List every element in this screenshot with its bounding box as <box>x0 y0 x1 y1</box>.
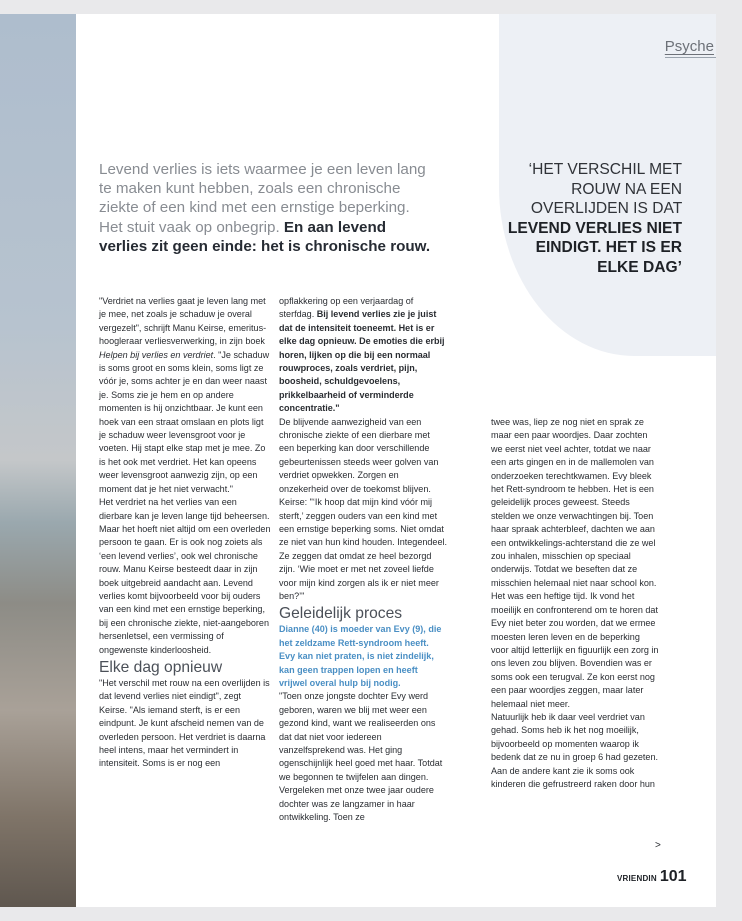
magazine-page <box>76 14 716 907</box>
intro-paragraph <box>99 160 437 256</box>
article-column-1 <box>99 295 271 771</box>
lead-paragraph: Dianne (40) is moeder van Evy (9), die het zeldzame Rett-syndroom heeft. Evy kan niet praten, is niet zindelijk, kan geen trappen lopen en heeft vrijwel overal hulp bij nodig. <box>279 624 442 688</box>
pull-quote-bold: LEVEND VERLIES NIET EINDIGT. HET IS ER ELKE DAG’ <box>507 219 682 276</box>
article-column-2 <box>279 295 447 824</box>
paragraph: De blijvende aanwezigheid van een chronische ziekte of een dierbare met een beperking kan door verschillende gebeurtenissen steeds weer golven van verdriet opwekken. Zorgen en onzekerheid over de toekomst blijven. Keirse: "‘Ik hoop dat mijn kind vóór mij sterft,’ zeggen ouders van een kind met een ernstige beperking soms. Niet omdat ze niet van hun kind houden. Integendeel. Ze zeggen dat omdat ze heel bezorgd zijn. ‘Wie moet er met net zoveel liefde voor mijn kind zorgen als ik er niet meer ben?’" <box>279 416 448 601</box>
beach-photo <box>0 14 76 907</box>
text: opflakkering op een verjaardag of sterfdag. <box>279 296 414 320</box>
paragraph: Het verdriet na het verlies van een dierbare kan je leven lange tijd beheersen. Maar het hoeft niet altijd om een overleden persoon te gaan. Er is ook nog zoiets als ‘een levend verlies’, ook wel chronische rouw. Manu Keirse besteedt daar in zijn boek uitgebreid aandacht aan. Levend verlies komt bijvoorbeeld voor bij ouders van een kind met een ernstige beperking, bij een chronische ziekte, niet-aangeboren hersenletsel, een vermissing of ongewenste kinderloosheid. <box>99 497 271 655</box>
subheading: Geleidelijk proces <box>279 605 403 623</box>
article-column-3 <box>491 416 659 791</box>
section-tag <box>665 38 716 55</box>
pull-quote <box>500 160 682 277</box>
page-number: 101 <box>659 868 687 885</box>
intro-bold: En aan levend verlies zit geen einde: het is chronische rouw. <box>99 218 431 255</box>
intro-light: Levend verlies is iets waarmee je een leven lang te maken kunt hebben, zoals een chronische ziekte of een kind met een ernstige beperking. Het stuit vaak op onbegrip. <box>99 161 426 236</box>
magazine-name: VRIENDIN <box>617 874 657 883</box>
book-title: Helpen bij verlies en verdriet <box>99 349 214 360</box>
text: . "Je schaduw is soms groot en soms klein, soms ligt ze vóór je, soms achter je en dan weer naast je. Soms zie je hem en op andere momenten is hij onzichtbaar. Je kunt een hoek van een straat omslaan en plots ligt je schaduw weer levensgroot voor je voeten. Hij stapt elke stap met je mee. Zo is het ook met verdriet. Het kan opeens weer levensgroot aanwezig zijn, op een moment dat je het niet verwacht." <box>99 349 270 494</box>
paragraph: "Toen onze jongste dochter Evy werd geboren, waren we blij met weer een gezond kind, want we realiseerden ons dat dat niet voor iedereen vanzelfsprekend was. Het ging ogenschijnlijk heel goed met haar. Totdat we begonnen te twijfelen aan dingen. Vergeleken met onze twee jaar oudere dochter was ze langzamer in haar ontwikkeling. Toen ze <box>279 691 443 823</box>
paragraph <box>99 295 271 496</box>
paragraph: "Het verschil met rouw na een overlijden is dat levend verlies niet eindigt", zegt Keirse. "Als iemand sterft, is er een eindpunt. Je kunt afscheid nemen van de overleden persoon. Het verdriet is daarna heel intens, maar het vermindert in intensiteit. Soms is er nog een <box>99 677 270 769</box>
page-footer <box>617 868 687 886</box>
section-rule <box>665 57 716 58</box>
bold-text: Bij levend verlies zie je juist dat de intensiteit toeneemt. Het is er elke dag opnieuw. De emoties die erbij horen, lijken op die bij een normaal rouwproces, zoals verdriet, pijn, boosheid, schuldgevoelens, prikkelbaarheid of verminderde concentratie." <box>279 309 445 414</box>
text: "Verdriet na verlies gaat je leven lang met je mee, net zoals je schaduw je overal vergezelt", schrijft Manu Keirse, emeritus-hoogleraar verliesverwerking, in zijn boek <box>99 296 267 347</box>
subheading: Elke dag opnieuw <box>99 658 223 676</box>
section-label: Psyche <box>664 38 714 55</box>
paragraph: twee was, liep ze nog niet en sprak ze maar een paar woordjes. Daar zochten we eerst niet veel achter, totdat we naar een arts gingen en in de mallemolen van onderzoeken terechtkwamen. Evy bleek het Rett-syndroom te hebben. Het is een geleidelijk proces geweest. Steeds stelden we onze verwachtingen bij. Toen haar spraak achterbleef, dachten we aan een ontwikkelings-achterstand die ze wel zou inhalen, misschien op speciaal onderwijs. Totdat we beseften dat ze misschien helemaal niet naar school kon. Het was een heftige tijd. Ik vond het moeilijk en confronterend om te horen dat Evy niet beter zou worden, dat we ermee moesten leren leven en de beperking voor altijd letterlijk en figuurlijk een zorg in ons leven zou blijven. Bovendien was er soms ook een terugval. Ze kon eerst nog een paar woordjes zeggen, maar later helemaal niet meer. <box>491 417 659 709</box>
paragraph <box>279 295 447 416</box>
pull-quote-light: ‘HET VERSCHIL MET ROUW NA EEN OVERLIJDEN IS DAT <box>528 161 682 217</box>
paragraph: Natuurlijk heb ik daar veel verdriet van gehad. Soms heb ik het nog moeilijk, bijvoorbeeld op momenten waarop ik bedenk dat ze nu in groep 6 had gezeten. Aan de andere kant zie ik soms ook kinderen die gefrustreerd raken door hun <box>491 711 658 789</box>
continue-arrow-icon: > <box>655 840 661 851</box>
